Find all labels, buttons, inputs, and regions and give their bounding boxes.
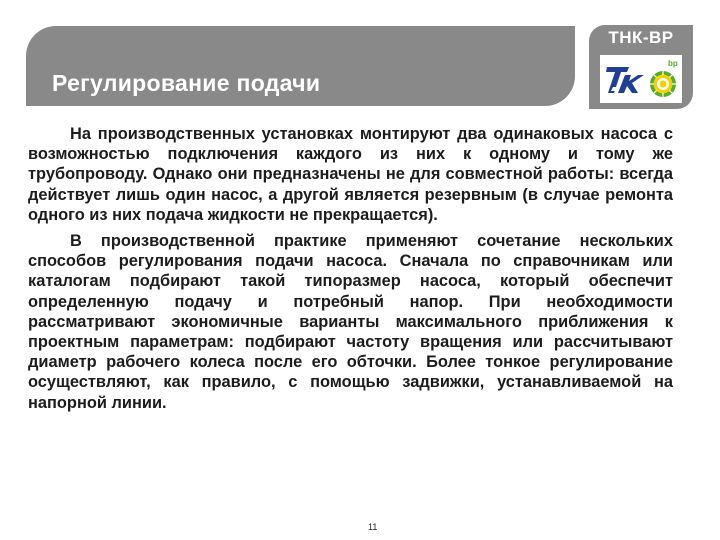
paragraph-1: На производственных установках монтируют два одинаковых насоса с возможностью подключения каждого из них к одному и тому же трубопроводу. Однако они предназначены не для совместной работы: всегда действует лишь один насос, а другой является резервным (в случае ремонта одного из них подача жидкости не прекращается).: [28, 125, 673, 224]
logo-brand-text: ТНК-ВР: [608, 28, 674, 47]
bp-text: bp: [668, 59, 678, 68]
slide-title: Регулирование подачи: [52, 70, 321, 96]
logo-emblem-area: [600, 55, 682, 103]
tnk-logo-icon: [603, 61, 645, 97]
bp-helios-icon: [646, 57, 680, 101]
body-text: [28, 124, 673, 419]
page-number: 11: [368, 522, 378, 532]
company-logo: [589, 25, 693, 109]
paragraph-2: В производственной практике применяют сочетание нескольких способов регулирования подачи насоса. Сначала по справочникам или каталогам подбирают такой типоразмер насоса, который обеспечит определенную подачу и потребный напор. При необходимости рассматривают экономичные варианты максимального приближения к проектным параметрам: подбирают частоту вращения или рассчитывают диаметр рабочего колеса после его обточки. Более тонкое регулирование осуществляют, как правило, с помощью задвижки, устанавливаемой на напорной линии.: [28, 232, 673, 412]
